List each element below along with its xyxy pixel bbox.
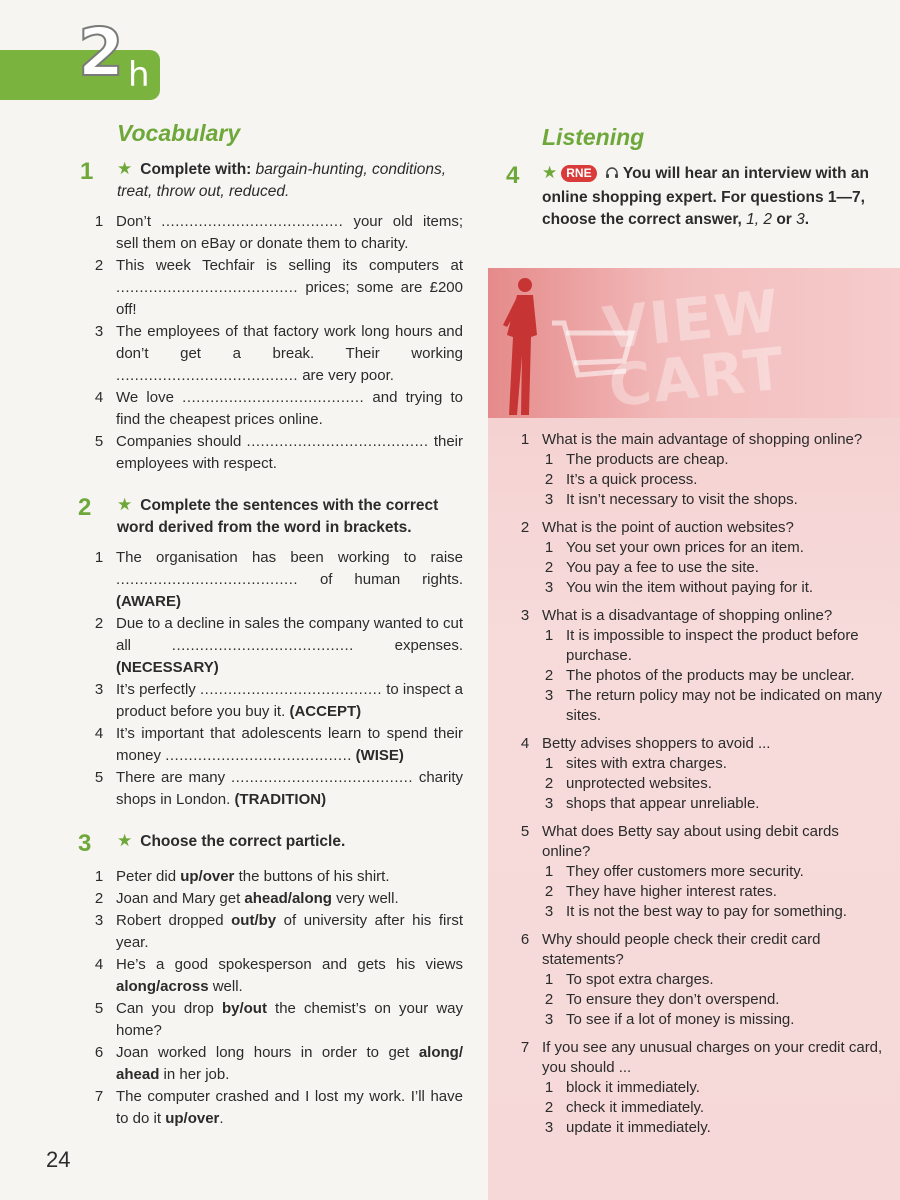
star-icon: ★	[117, 159, 133, 178]
exercise-1-number: 1	[80, 158, 94, 185]
blank-gap	[182, 389, 364, 406]
question-4: 4 Betty advises shoppers to avoid ... 1 sites with extra charges. 2 unprotected websites. 3 shops that appear unreliable.	[518, 734, 888, 814]
answer-option: 3 shops that appear unreliable.	[544, 795, 760, 812]
exercise-1-instruction	[117, 158, 467, 203]
question-5: 5 What does Betty say about using debit cards online? 1 They offer customers more security. 2 They have higher interest rates. 3 It is not the best way to pay for something.	[518, 822, 888, 922]
answer-option: 2 unprotected websites.	[544, 775, 712, 792]
vocabulary-title: Vocabulary	[117, 120, 241, 146]
blank-gap	[116, 367, 298, 384]
question-2: 2 What is the point of auction websites? 1 You set your own prices for an item. 2 You pay a fee to use the site. 3 You win the item without paying for it.	[518, 518, 888, 598]
list-item: 7 The computer crashed and I lost my work. I’ll have to do it up/over.	[94, 1088, 463, 1127]
exercise-3-number: 3	[78, 830, 92, 857]
answer-option: 1 To spot extra charges.	[544, 971, 714, 988]
list-item: 3 The employees of that factory work long hours and don’t get a break. Their working ..... are very poor.	[92, 321, 463, 387]
exercise-2-number: 2	[78, 494, 92, 521]
shopper-figure-icon	[495, 275, 545, 420]
answer-option: 3 The return policy may not be indicated on many sites.	[544, 687, 883, 724]
answer-option: 1 You set your own prices for an item.	[544, 539, 804, 556]
answer-option: 3 update it immediately.	[544, 1119, 711, 1136]
answer-option: 1 It is impossible to inspect the product before purchase.	[544, 627, 859, 664]
list-item: 1 Peter did up/over the buttons of his shirt.	[94, 868, 390, 885]
question-6: 6 Why should people check their credit card statements? 1 To spot extra charges. 2 To ensure they don’t overspend. 3 To see if a lot of money is missing.	[518, 930, 888, 1030]
list-item: 1 The organisation has been working to raise ..... of human rights. (AWARE)	[92, 547, 463, 613]
list-item: 4 It’s important that adolescents learn to spend their money ..... . (WISE)	[92, 723, 463, 767]
answer-option: 2 You pay a fee to use the site.	[544, 559, 759, 576]
blank-gap	[200, 681, 382, 698]
answer-option: 2 check it immediately.	[544, 1099, 705, 1116]
blank-gap	[116, 279, 298, 296]
answer-option: 2 They have higher interest rates.	[544, 883, 777, 900]
answer-option: 1 block it immediately.	[544, 1079, 700, 1096]
listening-questions	[518, 430, 888, 1138]
exercise-4-number: 4	[506, 162, 520, 189]
list-item: 5 There are many ..... charity shops in London. (TRADITION)	[92, 767, 463, 811]
listening-title: Listening	[542, 124, 645, 150]
answer-option: 1 The products are cheap.	[544, 451, 729, 468]
shopping-cart-icon	[548, 315, 638, 400]
answer-option: 3 It is not the best way to pay for something.	[544, 903, 847, 920]
list-item: 2 Joan and Mary get ahead/along very well.	[94, 890, 399, 907]
exercise-1-words: bargain-hunting, conditions, treat, throw out, reduced.	[117, 161, 447, 200]
list-item: 4 We love ..... and trying to find the cheapest prices online.	[92, 387, 463, 431]
answer-option: 1 They offer customers more security.	[544, 863, 804, 880]
answer-option: 1 sites with extra charges.	[544, 755, 727, 772]
blank-gap	[116, 571, 298, 588]
page-number: 24	[46, 1147, 71, 1172]
star-icon: ★	[117, 831, 133, 850]
list-item: 1 Don’t ..... your old items; sell them on eBay or donate them to charity.	[92, 211, 463, 255]
unit-letter: h	[128, 55, 150, 95]
headphones-icon	[605, 165, 619, 187]
exercise-2-instruction: ★ Complete the sentences with the correct word derived from the word in brackets.	[117, 495, 439, 536]
answer-option: 3 It isn’t necessary to visit the shops.	[544, 491, 798, 508]
list-item: 3 Robert dropped out/by of university after his first year.	[94, 912, 463, 951]
list-item: 2 This week Techfair is selling its computers at ..... prices; some are £200 off!	[92, 255, 463, 321]
unit-number: 2	[78, 14, 124, 91]
blank-gap	[231, 769, 413, 786]
exercise-1-lead: Complete with:	[140, 161, 252, 178]
answer-option: 2 It’s a quick process.	[544, 471, 698, 488]
blank-gap	[172, 637, 354, 654]
view-cart-banner-text: VIEW CART	[599, 276, 789, 421]
star-icon: ★	[117, 495, 133, 514]
blank-gap	[165, 747, 347, 764]
blank-gap	[161, 213, 343, 230]
rne-badge: RNE	[561, 165, 596, 182]
answer-option: 3 To see if a lot of money is missing.	[544, 1011, 795, 1028]
answer-option: 2 To ensure they don’t overspend.	[544, 991, 780, 1008]
list-item: 5 Can you drop by/out the chemist’s on your way home?	[94, 1000, 463, 1039]
list-item: 5 Companies should ..... their employees with respect.	[92, 431, 463, 475]
star-icon: ★	[542, 163, 558, 182]
list-item: 3 It’s perfectly ..... to inspect a product before you buy it. (ACCEPT)	[92, 679, 463, 723]
blank-gap	[247, 433, 429, 450]
answer-option: 2 The photos of the products may be unclear.	[544, 667, 855, 684]
exercise-3-instruction: ★ Choose the correct particle.	[117, 831, 346, 850]
question-7: 7 If you see any unusual charges on your credit card, you should ... 1 block it immediately. 2 check it immediately. 3 update it immediately.	[518, 1038, 888, 1138]
list-item: 4 He’s a good spokesperson and gets his views along/across well.	[94, 956, 463, 995]
exercise-1-items	[92, 211, 463, 475]
exercise-3-items	[92, 866, 463, 1130]
exercise-4-instruction: ★ RNE You will hear an interview with an online shopping expert. For questions 1—7, choose the correct answer, 1, 2 or 3.	[542, 163, 869, 228]
question-3: 3 What is a disadvantage of shopping online? 1 It is impossible to inspect the product before purchase. 2 The photos of the products may be unclear. 3 The return policy may not be indicated on many sites.	[518, 606, 888, 726]
list-item: 6 Joan worked long hours in order to get along/ ahead in her job.	[94, 1044, 463, 1083]
answer-option: 3 You win the item without paying for it.	[544, 579, 814, 596]
exercise-2-items	[92, 547, 463, 811]
list-item: 2 Due to a decline in sales the company wanted to cut all ..... expenses. (NECESSARY)	[92, 613, 463, 679]
question-1: 1 What is the main advantage of shopping online? 1 The products are cheap. 2 It’s a quick process. 3 It isn’t necessary to visit the shops.	[518, 430, 888, 510]
